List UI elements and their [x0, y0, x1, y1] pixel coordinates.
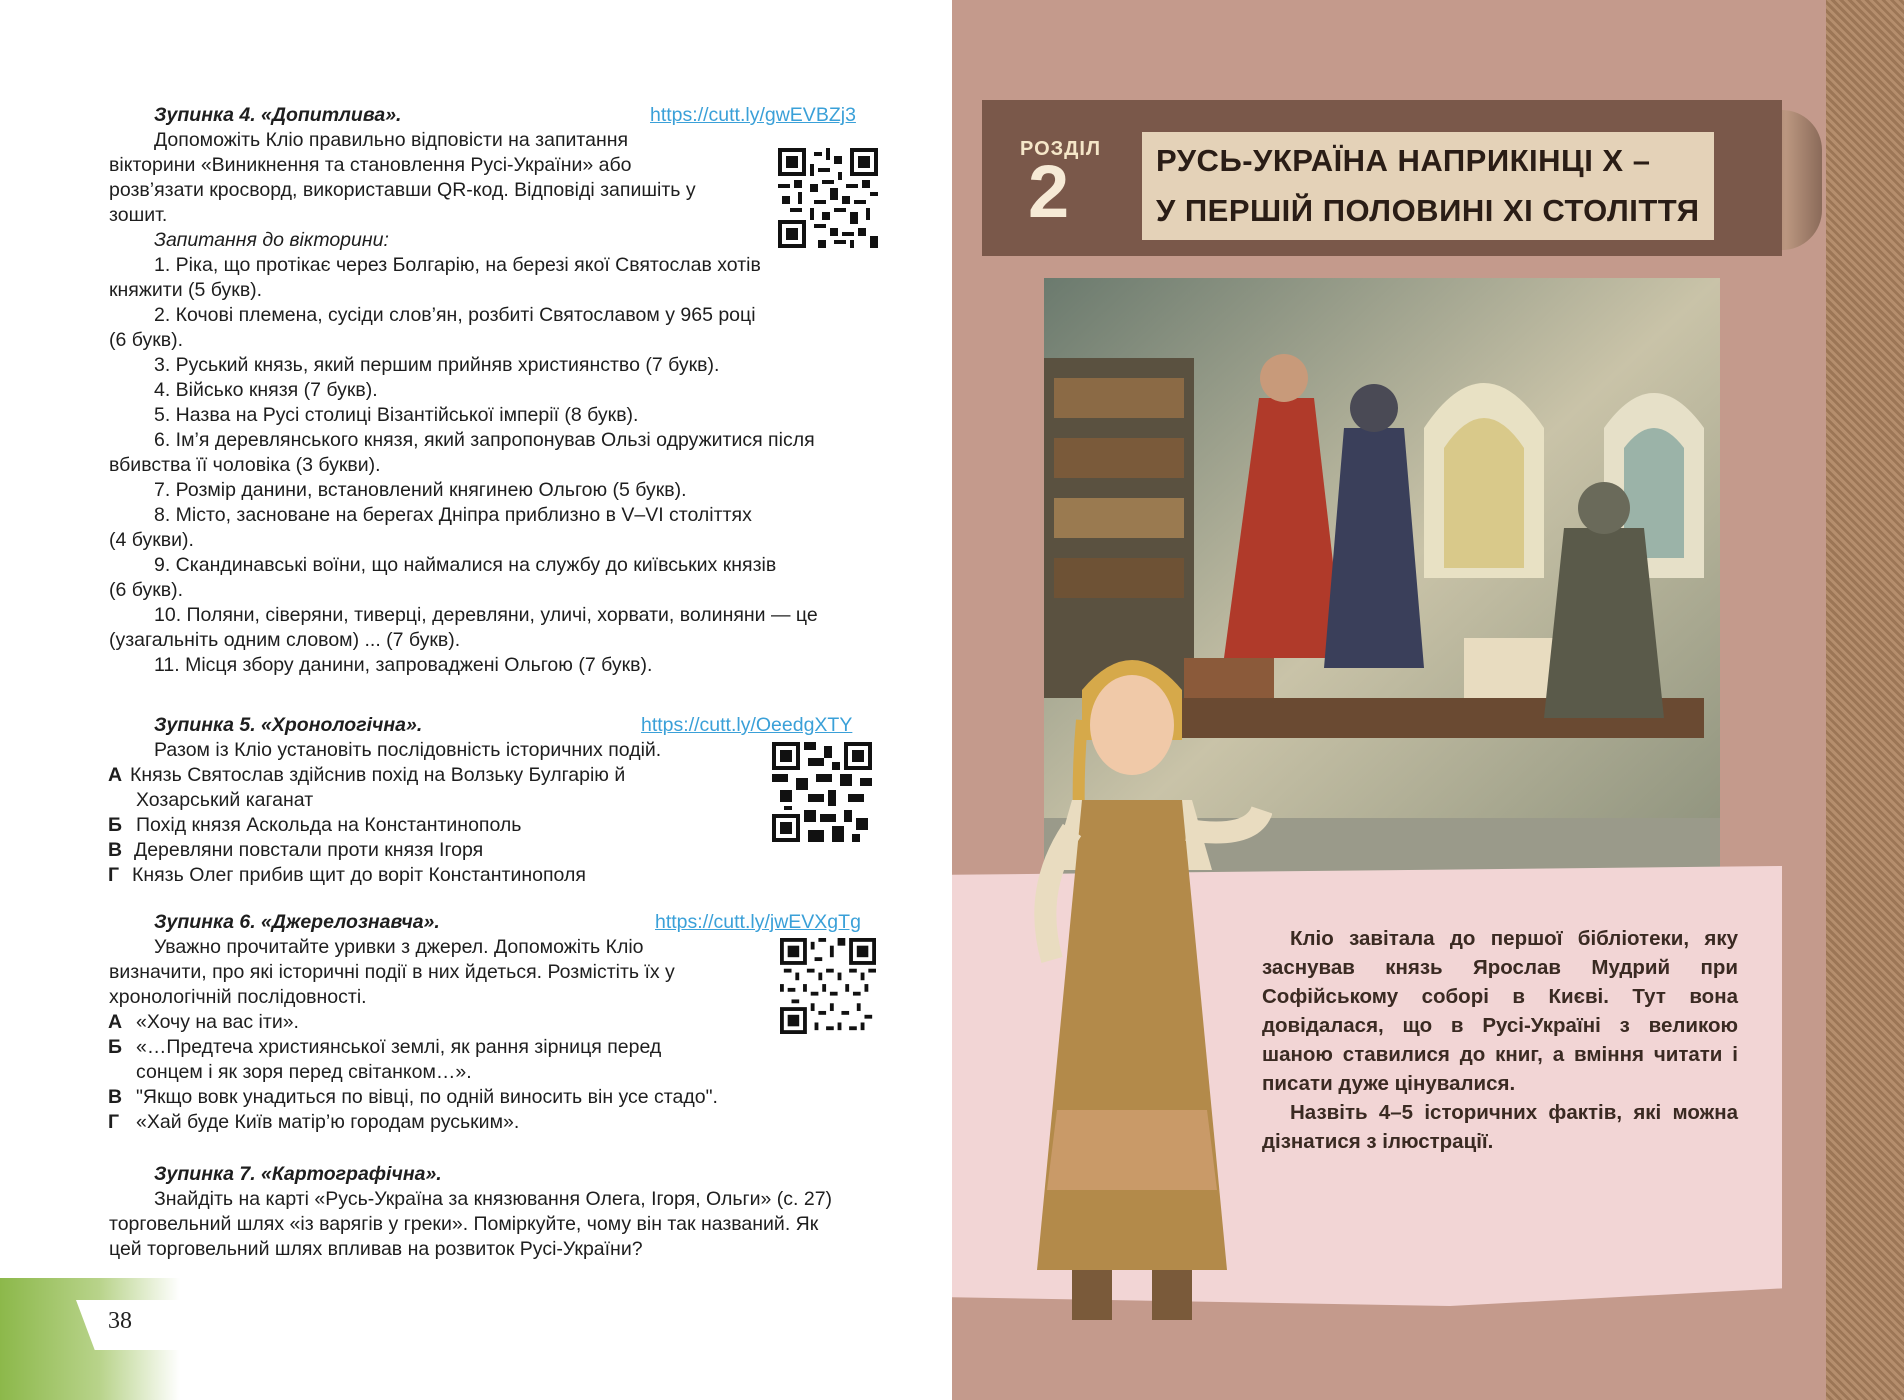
stop7-text-line: Знайдіть на карті «Русь-Україна за князювання Олега, Ігоря, Ольги» (с. 27) — [154, 1188, 833, 1210]
stop4-intro-line: розв’язати кросворд, використавши QR-код. Відповіді запишіть у — [109, 179, 696, 201]
quiz-question: (4 букви). — [109, 529, 194, 551]
option-text: Похід князя Аскольда на Константинополь — [136, 814, 522, 836]
option-letter: Г — [108, 1111, 120, 1133]
stop4-title: Зупинка 4. «Допитлива». — [154, 104, 402, 126]
quiz-question: 1. Ріка, що протікає через Болгарію, на березі якої Святослав хотів — [154, 254, 761, 276]
stop4-intro-line: Допоможіть Кліо правильно відповісти на запитання — [154, 129, 629, 151]
page-number: 38 — [108, 1308, 132, 1334]
right-page — [952, 0, 1904, 1400]
quiz-question: 10. Поляни, сіверяни, тиверці, деревляни, уличі, хорвати, волиняни — це — [154, 604, 818, 626]
questions-heading: Запитання до вікторини: — [154, 229, 389, 251]
quiz-question: 6. Ім’я деревлянського князя, який запропонував Ользі одружитися після — [154, 429, 815, 451]
chapter-title-line: РУСЬ-УКРАЇНА НАПРИКІНЦІ X – — [1156, 143, 1651, 178]
stop6-intro-line: Уважно прочитайте уривки з джерел. Допоможіть Кліо — [154, 936, 644, 958]
stop5-intro: Разом із Кліо установіть послідовність історичних подій. — [154, 739, 662, 761]
qr-code-stop4[interactable] — [778, 148, 878, 248]
stop6-intro-line: хронологічній послідовності. — [109, 986, 367, 1008]
option-text: «…Предтеча християнської землі, як рання зірниця перед — [136, 1036, 662, 1058]
option-text: «Хай буде Київ матір’ю городам руським». — [136, 1111, 520, 1133]
quiz-question: 2. Кочові племена, сусіди слов’ян, розбиті Святославом у 965 році — [154, 304, 756, 326]
option-text: «Хочу на вас іти». — [136, 1011, 299, 1033]
quiz-question: 4. Військо князя (7 букв). — [154, 379, 378, 401]
qr-code-stop5[interactable] — [772, 742, 872, 842]
quiz-question: (6 букв). — [109, 329, 184, 351]
clio-character-illustration — [1012, 630, 1272, 1350]
quiz-question: (6 букв). — [109, 579, 184, 601]
option-letter: Б — [108, 814, 123, 836]
caption-text — [1262, 924, 1738, 1156]
stop4-link[interactable]: https://cutt.ly/gwEVBZj3 — [650, 104, 856, 126]
option-letter: Б — [108, 1036, 123, 1058]
burlap-texture — [1826, 0, 1904, 1400]
option-letter: Г — [108, 864, 120, 886]
option-letter: А — [108, 1011, 123, 1033]
stop6-title: Зупинка 6. «Джерелознавча». — [154, 911, 440, 933]
stop7-text-line: торговельний шлях «із варягів у греки». Поміркуйте, чому він так названий. Як — [109, 1213, 819, 1235]
chapter-title — [1142, 132, 1714, 240]
caption-paragraph: Кліо завітала до першої бібліотеки, яку заснував князь Ярослав Мудрий при Софійському соборі в Києві. Тут вона довідалася, що в Русі-Україні з великою шаною ставилися до книг, а вміння читати і писати дуже цінувалися. — [1262, 927, 1738, 1095]
quiz-question: (узагальніть одним словом) ... (7 букв). — [109, 629, 461, 651]
quiz-question: 11. Місця збору данини, запроваджені Ольгою (7 букв). — [154, 654, 653, 676]
section-label: РОЗДІЛ — [1020, 138, 1101, 160]
quiz-question: 9. Скандинавські воїни, що наймалися на службу до київських князів — [154, 554, 777, 576]
quiz-question: 3. Руський князь, який першим прийняв християнство (7 букв). — [154, 354, 720, 376]
option-text: Князь Святослав здійснив похід на Волзьку Булгарію й — [130, 764, 626, 786]
quiz-question: княжити (5 букв). — [109, 279, 263, 301]
qr-code-stop6[interactable] — [780, 938, 876, 1034]
stop6-link[interactable]: https://cutt.ly/jwEVXgTg — [655, 911, 861, 933]
section-number: 2 — [1028, 150, 1070, 233]
option-text: Деревляни повстали проти князя Ігоря — [134, 839, 484, 861]
option-text: "Якщо вовк унадиться по вівці, по одній виносить він усе стадо". — [136, 1086, 718, 1108]
option-text: Хозарський каганат — [136, 789, 314, 811]
stop4-intro-line: зошит. — [109, 204, 168, 226]
stop7-title: Зупинка 7. «Картографічна». — [154, 1163, 442, 1185]
option-text: Князь Олег прибив щит до воріт Константинополя — [132, 864, 586, 886]
stop6-intro-line: визначити, про які історичні події в них йдеться. Розмістіть їх у — [109, 961, 675, 983]
stop7-text-line: цей торговельний шлях впливав на розвиток Русі-України? — [109, 1238, 643, 1260]
quiz-question: 8. Місто, засноване на берегах Дніпра приблизно в V–VI століттях — [154, 504, 752, 526]
caption-question: Назвіть 4–5 історичних фактів, які можна дізнатися з ілюстрації. — [1262, 1101, 1738, 1153]
option-letter: В — [108, 1086, 123, 1108]
option-text: сонцем і як зоря перед світанком…». — [136, 1061, 472, 1083]
stop4-intro-line: вікторини «Виникнення та становлення Русі-України» або — [109, 154, 632, 176]
stop5-title: Зупинка 5. «Хронологічна». — [154, 714, 423, 736]
chapter-title-line: У ПЕРШІЙ ПОЛОВИНІ XI СТОЛІТТЯ — [1156, 193, 1700, 228]
option-letter: А — [108, 764, 123, 786]
stop5-link[interactable]: https://cutt.ly/OeedgXTY — [641, 714, 853, 736]
option-letter: В — [108, 839, 123, 861]
quiz-question: 5. Назва на Русі столиці Візантійської імперії (8 букв). — [154, 404, 639, 426]
quiz-question: 7. Розмір данини, встановлений княгинею Ольгою (5 букв). — [154, 479, 687, 501]
quiz-question: вбивства її чоловіка (3 букви). — [109, 454, 381, 476]
